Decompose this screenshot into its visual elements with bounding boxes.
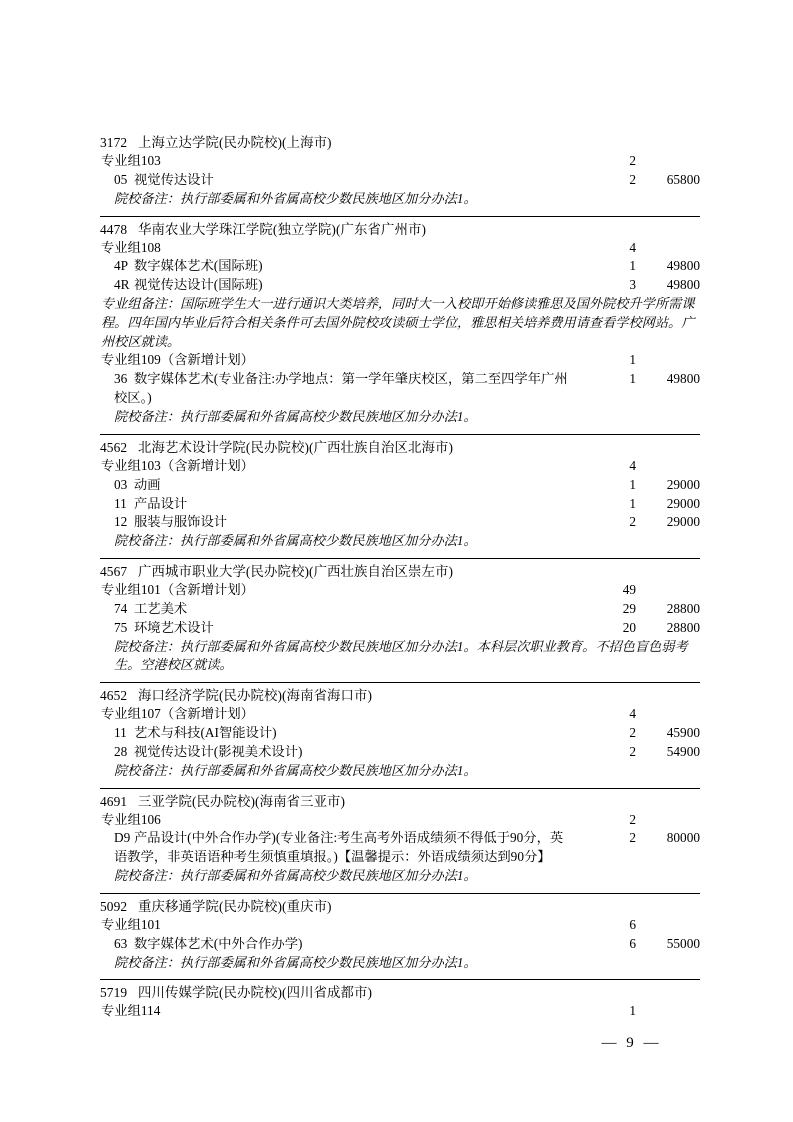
- school-code: 5092: [100, 898, 128, 914]
- major-name: 数字媒体艺术(中外合作办学): [134, 935, 303, 951]
- major-name: 视觉传达设计(影视美术设计): [134, 743, 303, 759]
- school-heading: [100, 979, 700, 1002]
- plan-count: 2: [629, 171, 636, 187]
- major-group-row: [100, 1002, 700, 1021]
- major-code: 4P: [114, 258, 129, 274]
- plan-count: 2: [629, 153, 636, 169]
- major-group-row: [100, 916, 700, 935]
- school-code: 4691: [100, 793, 128, 809]
- tuition-fee: 28800: [666, 600, 700, 616]
- page-footer: [0, 1035, 793, 1052]
- major-code: 4R: [114, 277, 130, 293]
- plan-count: 4: [629, 706, 636, 722]
- page-number: — 9 —: [601, 1035, 662, 1051]
- major-label: [100, 370, 574, 408]
- major-row: [100, 829, 700, 867]
- tuition-fee: 29000: [666, 514, 700, 530]
- plan-count: 2: [629, 830, 636, 846]
- school-code: 5719: [100, 985, 128, 1001]
- major-name: 工艺美术: [134, 600, 188, 616]
- plan-count: 6: [629, 916, 636, 932]
- major-group-label: 专业组103: [101, 153, 161, 169]
- plan-count: 1: [629, 1003, 636, 1019]
- plan-count: 1: [629, 476, 636, 492]
- school-name: 上海立达学院(民办院校)(上海市): [138, 135, 332, 150]
- major-code: 12: [114, 514, 128, 530]
- school-code: 4652: [100, 688, 128, 704]
- major-group-label: 专业组114: [101, 1003, 161, 1019]
- tuition-fee: 55000: [666, 935, 700, 951]
- school-name: 重庆移通学院(民办院校)(重庆市): [138, 898, 332, 914]
- major-group-row: [100, 351, 700, 370]
- school-code: 3172: [100, 135, 128, 150]
- major-code: 75: [114, 619, 128, 635]
- plan-count: 2: [629, 725, 636, 741]
- school-heading: [100, 558, 700, 581]
- major-group-label: 专业组101（含新增计划）: [101, 582, 254, 598]
- school-name: 海口经济学院(民办院校)(海南省海口市): [138, 688, 373, 704]
- major-code: 03: [114, 476, 128, 492]
- plan-count: 4: [629, 239, 636, 255]
- tuition-fee: 54900: [666, 743, 700, 759]
- plan-count: 29: [622, 600, 636, 616]
- major-label: [100, 495, 574, 514]
- school-heading: [100, 788, 700, 811]
- school-code: 4478: [100, 221, 128, 237]
- school-name: 北海艺术设计学院(民办院校)(广西壮族自治区北海市): [138, 439, 454, 455]
- major-label: [100, 724, 574, 743]
- major-group-row: [100, 581, 700, 600]
- major-name: 视觉传达设计: [134, 171, 214, 187]
- school-block: [100, 434, 700, 551]
- major-code: 11: [114, 495, 127, 511]
- school-block: [100, 682, 700, 780]
- school-name: 四川传媒学院(民办院校)(四川省成都市): [138, 985, 373, 1001]
- tuition-fee: 45900: [666, 725, 700, 741]
- plan-count: 4: [629, 457, 636, 473]
- major-name: 产品设计: [134, 495, 188, 511]
- school-heading: [100, 434, 700, 457]
- major-row: [100, 495, 700, 514]
- plan-count: 20: [622, 619, 636, 635]
- plan-count: 1: [629, 495, 636, 511]
- school-block: [100, 130, 700, 209]
- major-label: [100, 257, 574, 276]
- major-name: 数字媒体艺术(专业备注:办学地点：第一学年肇庆校区，第二至四学年广州校区。): [114, 371, 568, 406]
- major-group-row: [100, 457, 700, 476]
- tuition-fee: 49800: [666, 277, 700, 293]
- major-code: 11: [114, 725, 127, 741]
- school-block: [100, 788, 700, 886]
- major-label: [100, 276, 574, 295]
- major-row: [100, 513, 700, 532]
- major-group-row: [100, 811, 700, 830]
- school-name: 华南农业大学珠江学院(独立学院)(广东省广州市): [138, 221, 427, 237]
- major-row: [100, 743, 700, 762]
- major-label: [100, 171, 574, 190]
- major-name: 产品设计(中外合作办学)(专业备注:考生高考外语成绩须不得低于90分，英语教学，非英语语种考生须慎重填报。)【温馨提示：外语成绩须达到90分】: [114, 830, 564, 865]
- plan-count: 6: [629, 935, 636, 951]
- tuition-fee: 65800: [666, 171, 700, 187]
- plan-count: 2: [629, 811, 636, 827]
- school-block: [100, 893, 700, 973]
- major-label: [100, 619, 574, 638]
- tuition-fee: 29000: [666, 495, 700, 511]
- major-label: [100, 513, 574, 532]
- tuition-fee: 29000: [666, 476, 700, 492]
- major-group-row: [100, 152, 700, 171]
- major-name: 动画: [134, 476, 161, 492]
- plan-count: 1: [629, 258, 636, 274]
- school-heading: [100, 130, 700, 152]
- school-heading: [100, 216, 700, 239]
- major-row: [100, 619, 700, 638]
- school-note: 院校备注：执行部委属和外省属高校少数民族地区加分办法1。: [114, 868, 477, 884]
- tuition-fee: 80000: [666, 830, 700, 846]
- major-group-row: [100, 705, 700, 724]
- school-name: 广西城市职业大学(民办院校)(广西壮族自治区崇左市): [138, 564, 454, 579]
- major-group-note: 专业组备注：国际班学生大一进行通识大类培养，同时大一入校即开始修读雅思及国外院校升学所需课程。四年国内毕业后符合相关条件可去国外院校攻读硕士学位，雅思相关培养费用请查看学校网站。广州校区就读。: [101, 296, 695, 349]
- major-group-label: 专业组107（含新增计划）: [101, 706, 254, 722]
- major-group-label: 专业组101: [101, 916, 161, 932]
- major-code: D9: [114, 830, 131, 846]
- school-heading: [100, 893, 700, 916]
- plan-count: 3: [629, 277, 636, 293]
- major-name: 服装与服饰设计: [134, 514, 228, 530]
- tuition-fee: 49800: [666, 258, 700, 274]
- major-row: [100, 724, 700, 743]
- major-label: [100, 829, 574, 867]
- major-code: 28: [114, 743, 128, 759]
- tuition-fee: 28800: [666, 619, 700, 635]
- plan-count: 2: [629, 743, 636, 759]
- major-row: [100, 257, 700, 276]
- school-note: 院校备注：执行部委属和外省属高校少数民族地区加分办法1。: [114, 533, 477, 549]
- major-label: [100, 935, 574, 954]
- major-name: 数字媒体艺术(国际班): [134, 258, 263, 274]
- major-group-label: 专业组103（含新增计划）: [101, 457, 254, 473]
- major-row: [100, 600, 700, 619]
- plan-count: 49: [622, 582, 636, 598]
- major-group-row: [100, 239, 700, 258]
- school-note: 院校备注：执行部委属和外省属高校少数民族地区加分办法1。: [114, 190, 477, 206]
- school-code: 4562: [100, 439, 128, 455]
- major-code: 05: [114, 171, 128, 187]
- school-note: 院校备注：执行部委属和外省属高校少数民族地区加分办法1。: [114, 954, 477, 970]
- major-name: 环境艺术设计: [134, 619, 214, 635]
- major-row: [100, 276, 700, 295]
- major-label: [100, 476, 574, 495]
- school-heading: [100, 682, 700, 705]
- major-code: 63: [114, 935, 128, 951]
- school-code: 4567: [100, 564, 128, 579]
- major-label: [100, 743, 574, 762]
- major-code: 36: [114, 371, 128, 387]
- major-label: [100, 600, 574, 619]
- school-block: [100, 979, 700, 1021]
- plan-count: 2: [629, 514, 636, 530]
- major-name: 视觉传达设计(国际班): [134, 277, 263, 293]
- school-note: 院校备注：执行部委属和外省属高校少数民族地区加分办法1。本科层次职业教育。不招色盲色弱考生。空港校区就读。: [114, 638, 688, 673]
- major-row: [100, 476, 700, 495]
- school-note: 院校备注：执行部委属和外省属高校少数民族地区加分办法1。: [114, 762, 477, 778]
- major-row: [100, 370, 700, 408]
- school-block: [100, 558, 700, 675]
- major-group-label: 专业组108: [101, 239, 161, 255]
- school-block: [100, 216, 700, 427]
- school-name: 三亚学院(民办院校)(海南省三亚市): [138, 793, 346, 809]
- major-group-label: 专业组109（含新增计划）: [101, 352, 254, 368]
- major-name: 艺术与科技(AI智能设计): [134, 725, 277, 741]
- plan-count: 1: [629, 352, 636, 368]
- major-group-label: 专业组106: [101, 811, 161, 827]
- plan-count: 1: [629, 371, 636, 387]
- school-note: 院校备注：执行部委属和外省属高校少数民族地区加分办法1。: [114, 409, 477, 424]
- plan-listing: [100, 130, 700, 1021]
- tuition-fee: 49800: [666, 371, 700, 387]
- major-row: [100, 935, 700, 954]
- major-code: 74: [114, 600, 128, 616]
- major-row: [100, 171, 700, 190]
